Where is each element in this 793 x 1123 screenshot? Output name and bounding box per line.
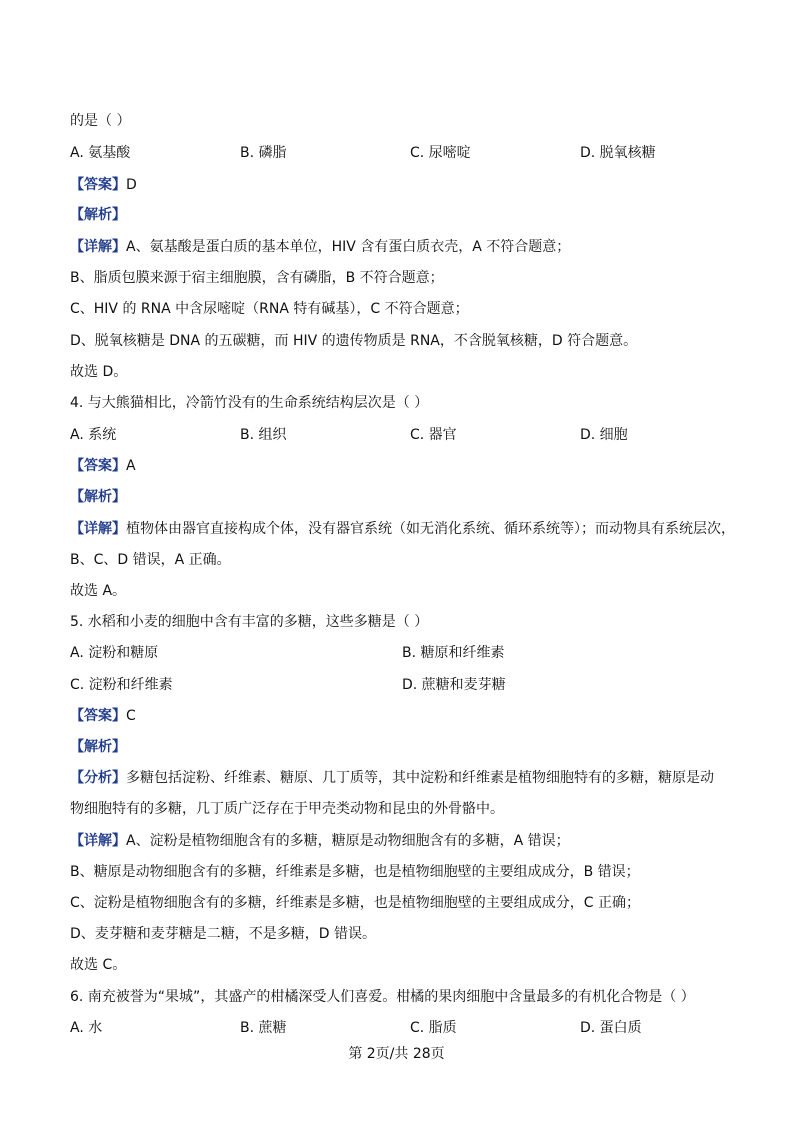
section-line bbox=[70, 205, 743, 225]
line-text: 的是（ ） bbox=[70, 113, 131, 129]
answer-option: A. 系统 bbox=[70, 427, 117, 443]
text-line bbox=[70, 955, 743, 975]
answer-option: D. 蛋白质 bbox=[580, 1020, 642, 1036]
text-line bbox=[70, 893, 743, 913]
text-line bbox=[70, 924, 743, 944]
line-text: 6. 南充被誉为“果城”，其盛产的柑橘深受人们喜爱。柑橘的果肉细胞中含量最多的有机化合物是（ ） bbox=[70, 989, 695, 1005]
option-row bbox=[70, 675, 750, 695]
line-text: D bbox=[126, 177, 137, 193]
line-text: C bbox=[126, 708, 136, 724]
section-line bbox=[70, 737, 743, 757]
section-tag: 【详解】 bbox=[70, 833, 126, 849]
section-tag: 【解析】 bbox=[70, 739, 126, 755]
section-tag: 【详解】 bbox=[70, 521, 126, 537]
option-row bbox=[70, 425, 750, 445]
text-line bbox=[70, 581, 743, 601]
answer-option: B. 组织 bbox=[240, 427, 287, 443]
answer-option: A. 水 bbox=[70, 1020, 103, 1036]
section-tag: 【解析】 bbox=[70, 489, 126, 505]
line-text: B、脂质包膜来源于宿主细胞膜，含有磷脂，B 不符合题意； bbox=[70, 270, 444, 286]
text-line bbox=[70, 799, 743, 819]
option-row bbox=[70, 643, 750, 663]
text-line bbox=[70, 362, 743, 382]
answer-option: C. 尿嘧啶 bbox=[410, 145, 471, 161]
section-line bbox=[70, 237, 743, 257]
section-line bbox=[70, 831, 743, 851]
section-tag: 【答案】 bbox=[70, 708, 126, 724]
section-tag: 【答案】 bbox=[70, 177, 126, 193]
text-line bbox=[70, 862, 743, 882]
section-line bbox=[70, 519, 743, 539]
page-footer: 第 2页/共 28页 bbox=[348, 1046, 445, 1062]
answer-option: D. 细胞 bbox=[580, 427, 628, 443]
answer-option: B. 磷脂 bbox=[240, 145, 287, 161]
line-text: A bbox=[126, 458, 136, 474]
section-line bbox=[70, 768, 743, 788]
text-line bbox=[70, 612, 743, 632]
answer-option: A. 淀粉和糖原 bbox=[70, 645, 159, 661]
section-tag: 【分析】 bbox=[70, 770, 126, 786]
text-line bbox=[70, 331, 743, 351]
section-tag: 【答案】 bbox=[70, 458, 126, 474]
text-line bbox=[70, 111, 743, 131]
answer-option: C. 脂质 bbox=[410, 1020, 457, 1036]
line-text: A、氨基酸是蛋白质的基本单位，HIV 含有蛋白质衣壳，A 不符合题意； bbox=[126, 239, 571, 255]
answer-option: C. 器官 bbox=[410, 427, 457, 443]
section-tag: 【解析】 bbox=[70, 207, 126, 223]
line-text: A、淀粉是植物细胞含有的多糖，糖原是动物细胞含有的多糖，A 错误； bbox=[126, 833, 570, 849]
line-text: B、糖原是动物细胞含有的多糖，纤维素是多糖，也是植物细胞壁的主要组成成分，B 错误； bbox=[70, 864, 640, 880]
line-text: 植物体由器官直接构成个体，没有器官系统（如无消化系统、循环系统等）；而动物具有系统层次， bbox=[126, 521, 735, 537]
line-text: 5. 水稻和小麦的细胞中含有丰富的多糖，这些多糖是（ ） bbox=[70, 614, 429, 630]
text-line bbox=[70, 393, 743, 413]
section-line bbox=[70, 706, 743, 726]
text-line bbox=[70, 299, 743, 319]
answer-option: A. 氨基酸 bbox=[70, 145, 131, 161]
line-text: 多糖包括淀粉、纤维素、糖原、几丁质等，其中淀粉和纤维素是植物细胞特有的多糖，糖原是动 bbox=[126, 770, 714, 786]
line-text: 4. 与大熊猫相比，冷箭竹没有的生命系统结构层次是（ ） bbox=[70, 395, 429, 411]
line-text: 故选 C。 bbox=[70, 957, 127, 973]
text-line bbox=[70, 987, 743, 1007]
option-row bbox=[70, 1018, 750, 1038]
option-row bbox=[70, 143, 750, 163]
answer-option: B. 糖原和纤维素 bbox=[402, 645, 505, 661]
answer-option: D. 蔗糖和麦芽糖 bbox=[402, 677, 506, 693]
line-text: C、HIV 的 RNA 中含尿嘧啶（RNA 特有碱基），C 不符合题意； bbox=[70, 301, 469, 317]
answer-option: D. 脱氧核糖 bbox=[580, 145, 656, 161]
section-line bbox=[70, 175, 743, 195]
text-line bbox=[70, 268, 743, 288]
line-text: 物细胞特有的多糖，几丁质广泛存在于甲壳类动物和昆虫的外骨骼中。 bbox=[70, 801, 504, 817]
text-line bbox=[70, 550, 743, 570]
line-text: C、淀粉是植物细胞含有的多糖，纤维素是多糖，也是植物细胞壁的主要组成成分，C 正确； bbox=[70, 895, 640, 911]
line-text: 故选 D。 bbox=[70, 364, 128, 380]
section-line bbox=[70, 487, 743, 507]
line-text: 故选 A。 bbox=[70, 583, 127, 599]
answer-option: C. 淀粉和纤维素 bbox=[70, 677, 173, 693]
line-text: D、麦芽糖和麦芽糖是二糖，不是多糖，D 错误。 bbox=[70, 926, 377, 942]
line-text: D、脱氧核糖是 DNA 的五碳糖，而 HIV 的遗传物质是 RNA，不含脱氧核糖，D 符合题意。 bbox=[70, 333, 638, 349]
line-text: B、C、D 错误，A 正确。 bbox=[70, 552, 231, 568]
answer-option: B. 蔗糖 bbox=[240, 1020, 287, 1036]
section-line bbox=[70, 456, 743, 476]
section-tag: 【详解】 bbox=[70, 239, 126, 255]
